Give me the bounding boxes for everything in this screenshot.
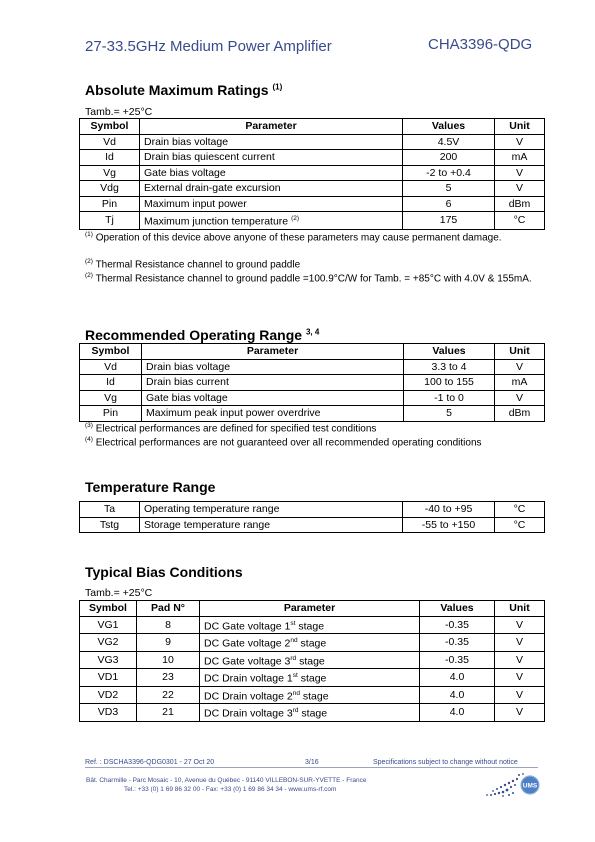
pad-cell: 21: [137, 704, 200, 722]
symbol-cell: Id: [80, 375, 142, 391]
bias-heading: Typical Bias Conditions: [85, 564, 243, 580]
value-cell: 4.5V: [403, 134, 495, 150]
parameter-cell: External drain-gate excursion: [140, 181, 403, 197]
value-cell: -40 to +95: [403, 502, 495, 518]
value-cell: 4.0: [420, 704, 495, 722]
column-header: Symbol: [80, 601, 137, 617]
ror-heading-text: Recommended Operating Range: [85, 327, 303, 343]
note-text: Thermal Resistance channel to ground paddle: [95, 259, 301, 271]
column-header: Unit: [495, 601, 545, 617]
param-pre: DC Drain voltage 3: [204, 707, 293, 720]
unit-cell: V: [495, 134, 545, 150]
parameter-cell: Drain bias voltage: [140, 134, 403, 150]
value-cell: -55 to +150: [403, 517, 495, 533]
table-row: [80, 517, 545, 533]
unit-cell: V: [495, 390, 545, 406]
symbol-cell: Vd: [80, 134, 140, 150]
ror-heading: [85, 327, 319, 343]
symbol-cell: VD2: [80, 686, 137, 704]
amr-note-3: [85, 269, 538, 285]
param-pre: DC Gate voltage 3: [204, 655, 291, 667]
value-cell: 4.0: [420, 669, 495, 687]
parameter-cell: [200, 634, 420, 652]
ums-logo-icon: [483, 770, 543, 800]
page-header-title: 27-33.5GHz Medium Power Amplifier: [85, 38, 332, 55]
note-text: Thermal Resistance channel to ground paddle =100.9°C/W for Tamb. = +85°C with 4.0V & 155mA.: [95, 273, 532, 285]
ordinal-sup: rd: [290, 654, 297, 662]
parameter-cell: [200, 616, 420, 634]
table-row: [80, 134, 545, 150]
unit-cell: V: [495, 359, 545, 375]
amr-heading-sup: (1): [272, 82, 283, 92]
param-post: stage: [297, 672, 327, 685]
ror-heading-sup: 3, 4: [305, 327, 320, 337]
table-row: [80, 165, 545, 181]
parameter-cell: [200, 686, 420, 704]
footnote-ref: (2): [291, 215, 300, 222]
footer-divider: [85, 767, 538, 768]
footer-contact: Tel.: +33 (0) 1 69 86 32 00 - Fax: +33 (0) 1 69 86 34 34 - www.ums-rf.com: [124, 786, 337, 793]
column-header: Values: [403, 119, 495, 135]
param-pre: DC Gate voltage 2: [204, 637, 291, 650]
table-header-row: [80, 601, 545, 617]
column-header: Pad N°: [137, 601, 200, 617]
note-text: Electrical performances are not guaranteed over all recommended operating conditions: [95, 437, 482, 449]
ordinal-sup: st: [292, 672, 298, 679]
symbol-cell: Vdg: [80, 181, 140, 197]
table-row: [80, 375, 545, 391]
unit-cell: V: [495, 181, 545, 197]
bias-condition: Tamb.= +25°C: [85, 587, 153, 599]
parameter-cell: [200, 651, 420, 669]
footnote-mark: (3): [85, 422, 93, 429]
temp-table: [79, 501, 545, 533]
table-row: [80, 212, 545, 230]
param-post: stage: [298, 707, 328, 720]
unit-cell: V: [495, 616, 545, 634]
value-cell: -0.35: [420, 634, 495, 652]
unit-cell: °C: [495, 502, 545, 518]
footnote-mark: (2): [85, 272, 93, 279]
table-row: [80, 150, 545, 166]
footer-disclaimer: Specifications subject to change without notice: [373, 759, 518, 766]
param-pre: DC Drain voltage 2: [204, 690, 293, 702]
unit-cell: V: [495, 634, 545, 652]
pad-cell: 23: [137, 669, 200, 687]
param-pre: DC Gate voltage 1: [204, 620, 291, 632]
temp-heading: Temperature Range: [85, 479, 216, 495]
part-number: CHA3396-QDG: [428, 36, 533, 53]
unit-cell: V: [495, 651, 545, 669]
column-header: Values: [420, 601, 495, 617]
bias-table: [79, 600, 545, 722]
symbol-cell: VG1: [80, 616, 137, 634]
parameter-text: Maximum junction temperature: [144, 215, 289, 228]
column-header: Unit: [495, 344, 545, 360]
value-cell: -1 to 0: [404, 390, 495, 406]
note-text: Operation of this device above anyone of these parameters may cause permanent damage.: [95, 232, 502, 244]
footer-address: Bât. Charmille - Parc Mosaic - 10, Avenue du Québec - 91140 VILLEBON-SUR-YVETTE - France: [86, 777, 367, 784]
column-header: Parameter: [142, 344, 404, 360]
amr-note-1: [85, 228, 538, 244]
value-cell: 5: [404, 406, 495, 422]
symbol-cell: Vd: [80, 359, 142, 375]
ror-note-4: [85, 433, 538, 449]
parameter-cell: Maximum peak input power overdrive: [142, 406, 404, 422]
parameter-cell: Drain bias current: [142, 375, 404, 391]
symbol-cell: Tj: [80, 212, 140, 230]
table-row: [80, 196, 545, 212]
table-row: [80, 502, 545, 518]
amr-table: [79, 118, 545, 230]
symbol-cell: Pin: [80, 196, 140, 212]
value-cell: -0.35: [420, 616, 495, 634]
symbol-cell: Vg: [80, 390, 142, 406]
logo-text: UMS: [522, 782, 538, 790]
symbol-cell: VD1: [80, 669, 137, 687]
symbol-cell: Pin: [80, 406, 142, 422]
column-header: Parameter: [140, 119, 403, 135]
footnote-mark: (2): [85, 258, 93, 265]
parameter-cell: Operating temperature range: [140, 502, 403, 518]
amr-heading: [85, 82, 282, 98]
table-row: [80, 686, 545, 704]
footnote-mark: (1): [85, 231, 93, 238]
unit-cell: V: [495, 165, 545, 181]
column-header: Values: [404, 344, 495, 360]
pad-cell: 10: [137, 651, 200, 669]
value-cell: 5: [403, 181, 495, 197]
param-post: stage: [299, 690, 329, 702]
ordinal-sup: nd: [290, 637, 298, 644]
param-post: stage: [296, 655, 325, 667]
symbol-cell: Id: [80, 150, 140, 166]
symbol-cell: VD3: [80, 704, 137, 722]
value-cell: 4.0: [420, 686, 495, 704]
table-row: [80, 181, 545, 197]
param-post: stage: [295, 620, 325, 632]
unit-cell: mA: [495, 375, 545, 391]
parameter-cell: Drain bias quiescent current: [140, 150, 403, 166]
parameter-cell: Maximum input power: [140, 196, 403, 212]
table-row: [80, 390, 545, 406]
parameter-cell: [200, 669, 420, 687]
value-cell: 175: [403, 212, 495, 230]
column-header: Symbol: [80, 344, 142, 360]
table-row: [80, 704, 545, 722]
unit-cell: mA: [495, 150, 545, 166]
parameter-cell: Gate bias voltage: [140, 165, 403, 181]
table-header-row: [80, 119, 545, 135]
column-header: Symbol: [80, 119, 140, 135]
symbol-cell: VG2: [80, 634, 137, 652]
value-cell: 200: [403, 150, 495, 166]
table-row: [80, 651, 545, 669]
table-row: [80, 669, 545, 687]
table-row: [80, 359, 545, 375]
amr-condition: Tamb.= +25°C: [85, 106, 153, 118]
amr-heading-text: Absolute Maximum Ratings: [85, 82, 269, 98]
ordinal-sup: nd: [292, 689, 300, 697]
symbol-cell: VG3: [80, 651, 137, 669]
pad-cell: 8: [137, 616, 200, 634]
pad-cell: 22: [137, 686, 200, 704]
unit-cell: dBm: [495, 196, 545, 212]
value-cell: -0.35: [420, 651, 495, 669]
ordinal-sup: rd: [292, 707, 299, 714]
value-cell: -2 to +0.4: [403, 165, 495, 181]
param-post: stage: [297, 637, 327, 650]
footnote-mark: (4): [85, 436, 93, 443]
parameter-cell: Storage temperature range: [140, 517, 403, 533]
column-header: Unit: [495, 119, 545, 135]
symbol-cell: Tstg: [80, 517, 140, 533]
parameter-cell: [140, 212, 403, 230]
page-number: 3/16: [305, 759, 319, 766]
unit-cell: V: [495, 669, 545, 687]
parameter-cell: Gate bias voltage: [142, 390, 404, 406]
note-text: Electrical performances are defined for specified test conditions: [95, 423, 377, 435]
ror-table: [79, 343, 545, 422]
pad-cell: 9: [137, 634, 200, 652]
table-header-row: [80, 344, 545, 360]
parameter-cell: Drain bias voltage: [142, 359, 404, 375]
value-cell: 6: [403, 196, 495, 212]
table-row: [80, 634, 545, 652]
unit-cell: dBm: [495, 406, 545, 422]
symbol-cell: Vg: [80, 165, 140, 181]
value-cell: 100 to 155: [404, 375, 495, 391]
unit-cell: V: [495, 686, 545, 704]
ordinal-sup: st: [290, 619, 296, 627]
unit-cell: °C: [495, 517, 545, 533]
footer-reference: Ref. : DSCHA3396-QDG0301 - 27 Oct 20: [85, 759, 215, 766]
value-cell: 3.3 to 4: [404, 359, 495, 375]
column-header: Parameter: [200, 601, 420, 617]
param-pre: DC Drain voltage 1: [204, 672, 293, 685]
parameter-cell: [200, 704, 420, 722]
table-row: [80, 616, 545, 634]
unit-cell: V: [495, 704, 545, 722]
symbol-cell: Ta: [80, 502, 140, 518]
unit-cell: °C: [495, 212, 545, 230]
